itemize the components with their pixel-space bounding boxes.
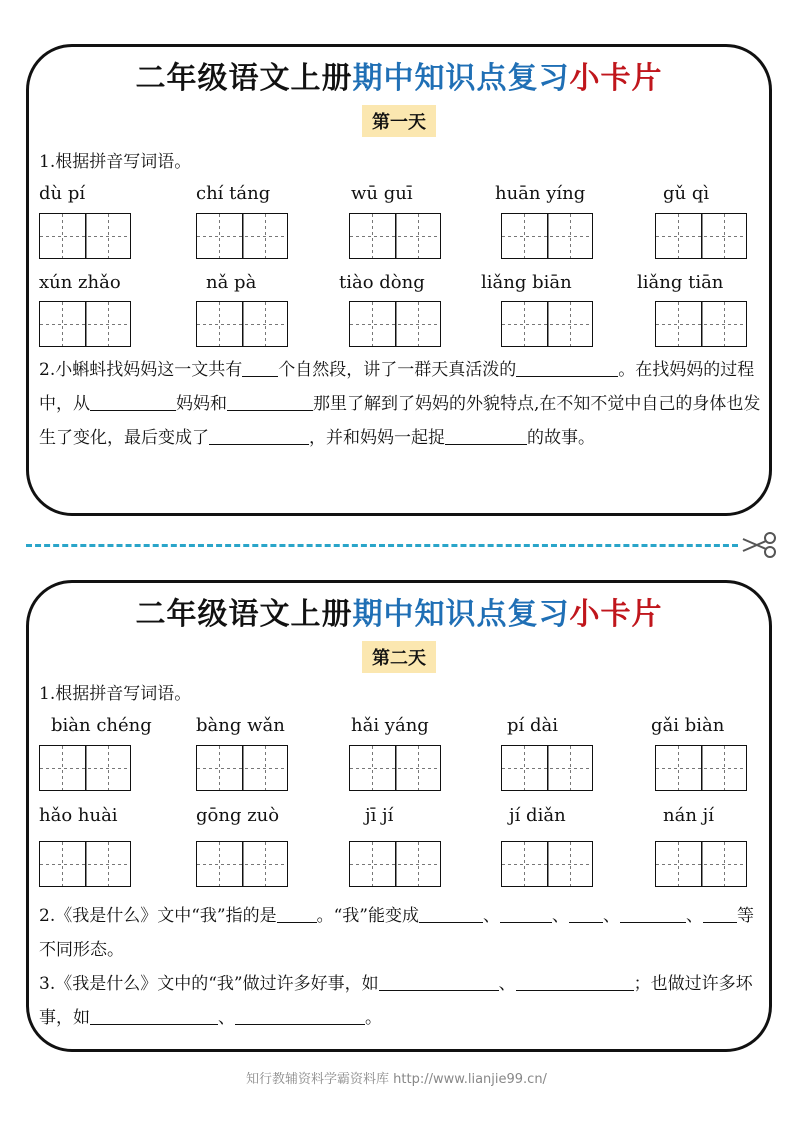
text-segment: 个自然段，讲了一群天真活泼的 [278,360,517,380]
writing-grid[interactable] [39,213,131,259]
text-segment: 等不同形态。 [39,906,754,960]
text-segment: 妈妈和 [176,394,227,414]
answer-blank[interactable] [235,1006,365,1025]
cut-line [26,544,738,547]
pinyin-label: wū guī [351,183,413,204]
answer-blank[interactable] [600,972,634,991]
text-segment: 2.《我是什么》文中“我”指的是 [39,906,277,926]
pinyin-label: chí táng [196,183,271,204]
pinyin-label: gǔ qì [663,183,710,204]
writing-grid[interactable] [501,213,593,259]
writing-grid[interactable] [196,841,288,887]
writing-grid[interactable] [655,841,747,887]
pinyin-label: hǎo huài [39,805,118,826]
question-3-text [39,967,763,1035]
text-segment: 、 [552,906,569,926]
writing-grid[interactable] [349,841,441,887]
writing-grid[interactable] [39,745,131,791]
title-part-black: 二年级语文上册 [135,61,353,96]
writing-grid[interactable] [501,841,593,887]
review-card-day-1 [26,44,772,516]
writing-grid[interactable] [196,745,288,791]
scissors-icon [740,531,780,559]
text-segment: 。 [365,1008,382,1028]
answer-blank[interactable] [277,904,317,923]
pinyin-label: gōng zuò [196,805,280,826]
answer-blank[interactable] [242,358,278,377]
answer-blank[interactable] [516,972,600,991]
answer-blank[interactable] [227,392,313,411]
pinyin-label: jī jí [365,805,394,826]
card-title [29,589,769,633]
writing-grid[interactable] [655,301,747,347]
question-2-text [39,899,763,967]
text-segment: 、 [603,906,620,926]
pinyin-label: huān yíng [495,183,586,204]
text-segment: 3.《我是什么》文中的“我”做过许多好事，如 [39,974,379,994]
text-segment: 、 [218,1008,235,1028]
answer-blank[interactable] [500,904,552,923]
pinyin-label: tiào dòng [339,272,425,293]
answer-blank[interactable] [516,358,578,377]
footer-watermark: 知行教辅资料学霸资料库 http://www.lianjie99.cn/ [246,1072,547,1087]
title-part-blue: 期中知识点复习 [352,597,570,632]
pinyin-label: pí dài [507,715,559,736]
text-segment: ；也做过许多坏事，如 [39,974,753,1028]
pinyin-label: bàng wǎn [196,715,285,736]
pinyin-label: biàn chéng [51,715,152,736]
card-title [29,53,769,97]
pinyin-label: xún zhǎo [39,272,121,293]
title-part-red: 小卡片 [569,597,663,632]
pinyin-label: nán jí [663,805,714,826]
title-part-red: 小卡片 [569,61,663,96]
title-part-blue: 期中知识点复习 [352,61,570,96]
answer-blank[interactable] [90,392,176,411]
answer-blank[interactable] [620,904,686,923]
title-part-black: 二年级语文上册 [135,597,353,632]
day-badge: 第二天 [362,641,436,673]
writing-grid[interactable] [196,213,288,259]
pinyin-label: liǎng biān [481,272,572,293]
answer-blank[interactable] [569,904,603,923]
pinyin-label: hǎi yáng [351,715,429,736]
text-segment: 、 [483,906,500,926]
review-card-day-2 [26,580,772,1052]
text-segment: 那里了解到了妈妈的外貌特点,在不知不觉中自己的身体也发生了变化，最后变成了 [39,394,761,448]
text-segment: 的故事。 [527,428,595,448]
writing-grid[interactable] [349,745,441,791]
text-segment: 2.小蝌蚪找妈妈这一文共有 [39,360,243,380]
text-segment: 。在找妈妈的过程中，从 [39,360,755,414]
answer-blank[interactable] [90,1006,218,1025]
writing-grid[interactable] [39,301,131,347]
text-segment: 。“我”能变成 [316,906,419,926]
answer-blank[interactable] [419,904,483,923]
writing-grid[interactable] [655,213,747,259]
writing-grid[interactable] [196,301,288,347]
text-segment: 、 [498,974,516,994]
day-badge: 第一天 [362,105,436,137]
writing-grid[interactable] [655,745,747,791]
writing-grid[interactable] [501,301,593,347]
pinyin-label: dù pí [39,183,86,204]
writing-grid[interactable] [349,213,441,259]
pinyin-label: nǎ pà [206,272,257,293]
answer-blank[interactable] [379,972,499,991]
answer-blank[interactable] [578,358,618,377]
answer-blank[interactable] [703,904,737,923]
writing-grid[interactable] [501,745,593,791]
answer-blank[interactable] [209,426,309,445]
question-1-label: 1.根据拼音写词语。 [39,152,192,172]
question-1-label: 1.根据拼音写词语。 [39,684,192,704]
writing-grid[interactable] [349,301,441,347]
text-segment: ，并和妈妈一起捉 [309,428,445,448]
pinyin-label: liǎng tiān [637,272,724,293]
writing-grid[interactable] [39,841,131,887]
pinyin-label: jí diǎn [509,805,566,826]
pinyin-label: gǎi biàn [651,715,725,736]
answer-blank[interactable] [445,426,527,445]
question-2-text [39,353,763,455]
text-segment: 、 [686,906,703,926]
